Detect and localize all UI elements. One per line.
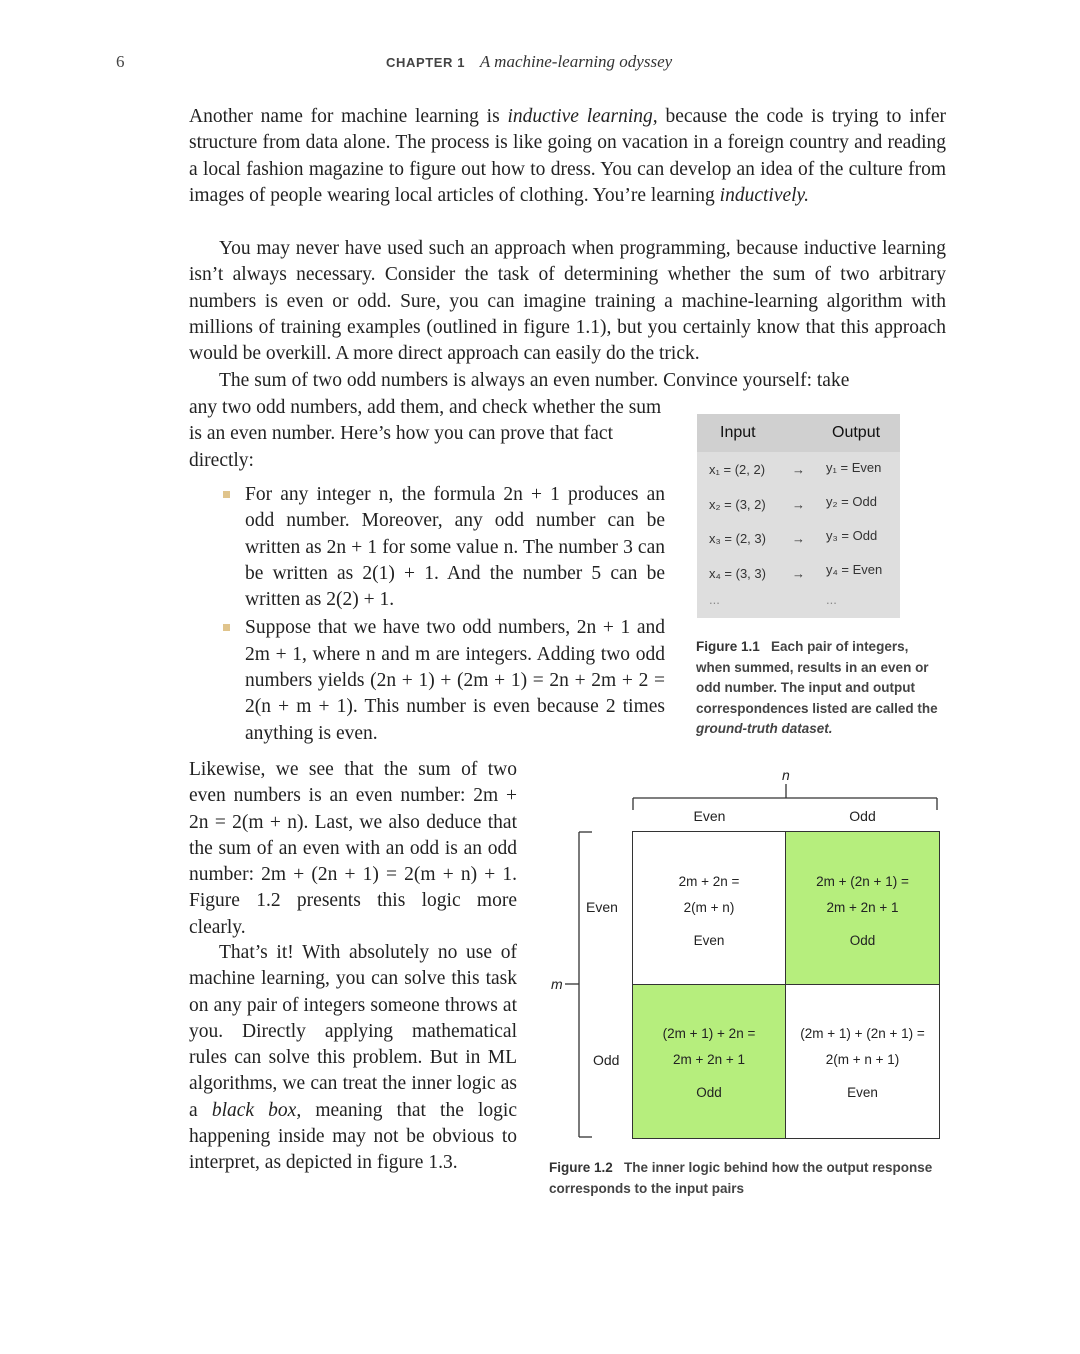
bullet-item	[218, 615, 665, 746]
cell-oo-result: Even	[847, 1085, 878, 1100]
fig11-row-4-input: x₄ = (3, 3)	[709, 566, 766, 581]
fig11-row-4-output: y₄ = Even	[826, 562, 883, 577]
cell-even-even	[633, 832, 786, 985]
fig11-row-2-arrow-icon: →	[792, 497, 805, 512]
figure-1-1-output-header: Output	[832, 424, 881, 441]
figure-1-1-label: Figure 1.1	[696, 639, 760, 654]
p1-text-b: because the code is trying to infer structure from data alone. The process is like going on vacation in a foreign country and reading a local fashion magazine to figure out how to dress. You can develop an idea of the culture from images of people wearing local articles of clothing. You’re learning	[189, 106, 946, 206]
paragraph-1	[189, 104, 946, 209]
paragraph-4	[189, 757, 517, 941]
bullet-marker-icon	[223, 624, 230, 631]
bullet-list	[218, 482, 665, 749]
bullet-1-text: For any integer n, the formula 2n + 1 produces an odd number. Moreover, any odd number can be written as 2n + 1 for some value n. The number 3 can be written as 2(1) + 1. And the number 5 can be written as 2(2) + 1.	[245, 484, 665, 611]
fig11-row-5-output: ...	[826, 592, 837, 607]
cell-oo-line-2: 2(m + n + 1)	[825, 1052, 900, 1067]
cell-oe-result: Odd	[696, 1085, 722, 1100]
cell-eo-result: Odd	[849, 933, 876, 948]
fig11-row-1-input: x₁ = (2, 2)	[709, 462, 766, 477]
cell-oe-line-1: (2m + 1) + 2n =	[662, 1026, 756, 1041]
figure-1-2-caption-text: The inner logic behind how the output response corresponds to the input pairs	[549, 1160, 933, 1196]
fig11-row-2-input: x₂ = (3, 2)	[709, 497, 766, 512]
p1-emphasis: inductive learning,	[507, 106, 658, 127]
bullet-marker-icon	[223, 491, 230, 498]
cell-odd-odd	[786, 985, 939, 1138]
p2-text: You may never have used such an approach when programming, because inductive learning isn’t always necessary. Consider the task of determining whether the sum of two arbitrary numbers is even or odd. Sure, you can imagine training a machine-learning algorithm with millions of training examples (outlined in figure 1.1), but you certainly know that this approach would be overkill. A more direct approach can easily do the trick.	[189, 238, 946, 365]
p1-text-a: Another name for machine learning is	[189, 106, 508, 127]
row-header-even: Even	[586, 899, 618, 915]
fig11-row-5-input: ...	[709, 592, 720, 607]
fig11-row-4-arrow-icon: →	[792, 566, 805, 581]
chapter-title: A machine-learning odyssey	[479, 52, 673, 71]
p3-text-line1: The sum of two odd numbers is always an even number. Convince yourself: take	[219, 370, 850, 391]
figure-1-1-caption-text: Each pair of integers, when summed, results in an even or odd number. The input and output correspondences listed are called the	[696, 639, 938, 716]
figure-1-1-caption-emphasis: ground-truth dataset.	[696, 721, 833, 736]
chapter-label: CHAPTER 1	[386, 55, 466, 70]
column-header-even: Even	[693, 808, 726, 824]
cell-oo-line-1: (2m + 1) + (2n + 1) =	[800, 1026, 925, 1041]
fig11-row-3-output: y₃ = Odd	[826, 528, 878, 543]
bullet-item	[218, 482, 665, 613]
p3-text-rest: any two odd numbers, add them, and check whether the sum is an even number. Here’s how you can prove that fact directly:	[189, 397, 662, 471]
column-header-odd: Odd	[849, 808, 876, 824]
cell-eo-line-1: 2m + (2n + 1) =	[816, 874, 909, 889]
n-axis-label: n	[782, 767, 790, 783]
cell-odd-even	[633, 985, 786, 1138]
paragraph-3-line-1	[189, 368, 946, 394]
paragraph-3-rest	[189, 395, 665, 474]
fig11-row-2-output: y₂ = Odd	[826, 494, 877, 509]
figure-1-2-grid	[632, 831, 940, 1139]
paragraph-2	[189, 236, 946, 367]
figure-1-2-caption	[549, 1158, 944, 1199]
fig11-row-3-input: x₃ = (2, 3)	[709, 531, 766, 546]
row-header-odd: Odd	[593, 1052, 620, 1068]
page-number: 6	[116, 52, 125, 71]
bullet-2-text: Suppose that we have two odd numbers, 2n + 1 and 2m + 1, where n and m are integers. Adding two odd numbers yields (2n + 1) + (2m + 1) = 2n + 2m + 2 = 2(n + m + 1). This number is even because 2 times anything is even.	[245, 617, 665, 744]
cell-oe-line-2: 2m + 2n + 1	[672, 1052, 746, 1067]
p4-text: Likewise, we see that the sum of two even numbers is an even number: 2m + 2n = 2(m + n). Last, we also deduce that the sum of an even with an odd is an odd number: 2m + (2n + 1) = 2(m + n) + 1. Figure 1.2 presents this logic more clearly.	[189, 759, 517, 938]
fig11-row-1-arrow-icon: →	[792, 462, 805, 477]
p1-emphasis-2: inductively.	[719, 184, 810, 206]
cell-eo-line-2: 2m + 2n + 1	[826, 900, 899, 915]
running-head	[386, 52, 672, 72]
p5-text-b: meaning that the logic happening inside may not be obvious to interpret, as depicted in figure 1.3.	[189, 1099, 518, 1174]
figure-1-1-input-header: Input	[720, 424, 756, 441]
figure-1-1-caption	[696, 637, 946, 740]
p5-text-a: That’s it! With absolutely no use of machine learning, you can solve this task on any pair of integers someone throws at you. Directly applying mathematical rules can solve this problem. But in ML algorithms, we can treat the inner logic as a	[189, 942, 517, 1121]
p5-emphasis: black box,	[211, 1099, 302, 1121]
cell-ee-line-1: 2m + 2n =	[678, 874, 740, 889]
paragraph-5	[189, 940, 517, 1177]
fig11-row-1-output: y₁ = Even	[826, 460, 882, 475]
figure-1-2-label: Figure 1.2	[549, 1160, 613, 1175]
m-axis-label: m	[551, 976, 563, 992]
cell-ee-result: Even	[693, 933, 725, 948]
cell-even-odd	[786, 832, 939, 985]
cell-ee-line-2: 2(m + n)	[683, 900, 735, 915]
fig11-row-3-arrow-icon: →	[792, 531, 805, 546]
